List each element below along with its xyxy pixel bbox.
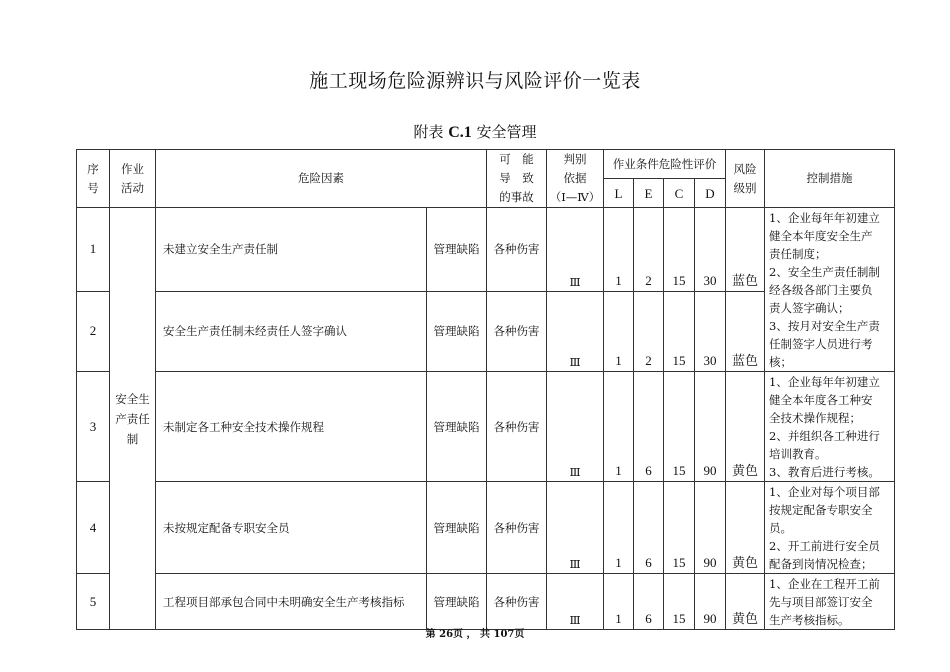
- risk-level-cell: 黄色: [726, 482, 765, 574]
- accident-cell: 各种伤害: [487, 208, 547, 292]
- table-subtitle: [0, 121, 950, 142]
- basis-cell: Ⅲ: [547, 291, 604, 371]
- accident-cell: 各种伤害: [487, 291, 547, 371]
- risk-level-cell: 黄色: [726, 574, 765, 630]
- header-accident: 可 能 导 致 的事故: [487, 150, 547, 208]
- hazard-type-cell: 管理缺陷: [427, 574, 487, 630]
- d-value: 90: [695, 372, 726, 482]
- row-number: 2: [77, 291, 110, 371]
- c-value: 15: [664, 208, 695, 292]
- e-value: 6: [634, 372, 664, 482]
- accident-cell: 各种伤害: [487, 372, 547, 482]
- hazard-cell: 安全生产责任制未经责任人签字确认: [156, 291, 427, 371]
- hazard-cell: 工程项目部承包合同中未明确安全生产考核指标: [156, 574, 427, 630]
- subtitle-prefix: 附表: [413, 123, 449, 141]
- risk-assessment-table: [76, 149, 895, 630]
- d-value: 90: [695, 482, 726, 574]
- basis-cell: Ⅲ: [547, 208, 604, 292]
- header-E: E: [634, 179, 664, 208]
- page-footer: 第 26页 ， 共 107页: [425, 629, 525, 640]
- d-value: 30: [695, 208, 726, 292]
- header-risk-level: 风险 级别: [726, 150, 765, 208]
- row-number: 1: [77, 208, 110, 292]
- header-row-1: [77, 150, 895, 179]
- measures-cell: 1、企业在工程开工前 先与项目部签订安全 生产考核指标。: [765, 574, 895, 630]
- l-value: 1: [604, 208, 634, 292]
- hazard-type-cell: 管理缺陷: [427, 208, 487, 292]
- accident-cell: 各种伤害: [487, 574, 547, 630]
- header-C: C: [664, 179, 695, 208]
- header-measures: 控制措施: [765, 150, 895, 208]
- hazard-cell: 未建立安全生产责任制: [156, 208, 427, 292]
- risk-level-cell: 蓝色: [726, 208, 765, 292]
- document-title: 施工现场危险源辨识与风险评价一览表: [309, 70, 641, 92]
- basis-cell: Ⅲ: [547, 482, 604, 574]
- c-value: 15: [664, 372, 695, 482]
- d-value: 90: [695, 574, 726, 630]
- hazard-type-cell: 管理缺陷: [427, 372, 487, 482]
- row-number: 4: [77, 482, 110, 574]
- hazard-type-cell: 管理缺陷: [427, 291, 487, 371]
- hazard-type-cell: 管理缺陷: [427, 482, 487, 574]
- e-value: 2: [634, 291, 664, 371]
- basis-cell: Ⅲ: [547, 372, 604, 482]
- c-value: 15: [664, 291, 695, 371]
- d-value: 30: [695, 291, 726, 371]
- row-number: 5: [77, 574, 110, 630]
- e-value: 2: [634, 208, 664, 292]
- l-value: 1: [604, 291, 634, 371]
- table-row: [77, 372, 895, 482]
- activity-cell: 安全生 产责任 制: [110, 208, 156, 630]
- header-L: L: [604, 179, 634, 208]
- measures-cell: 1、企业每年年初建立 健全本年度安全生产 责任制度； 2、安全生产责任制制 经各级各部门主要负 责人签字确认； 3、按月对安全生产责 任制签字人员进行考 核；: [765, 208, 895, 372]
- c-value: 15: [664, 482, 695, 574]
- accident-cell: 各种伤害: [487, 482, 547, 574]
- l-value: 1: [604, 482, 634, 574]
- hazard-cell: 未按规定配备专职安全员: [156, 482, 427, 574]
- l-value: 1: [604, 372, 634, 482]
- subtitle-code: C.1: [448, 124, 472, 141]
- measures-cell: 1、企业每年年初建立 健全本年度各工种安 全技术操作规程； 2、并组织各工种进行 培训教育。 3、教育后进行考核。: [765, 372, 895, 482]
- table-row: [77, 574, 895, 630]
- c-value: 15: [664, 574, 695, 630]
- header-activity: 作业 活动: [110, 150, 156, 208]
- table-row: [77, 208, 895, 292]
- table-row: [77, 482, 895, 574]
- header-D: D: [695, 179, 726, 208]
- subtitle-suffix: 安全管理: [471, 123, 537, 141]
- risk-level-cell: 蓝色: [726, 291, 765, 371]
- e-value: 6: [634, 574, 664, 630]
- header-basis: 判别 依据 （Ⅰ—Ⅳ）: [547, 150, 604, 208]
- header-seq: 序 号: [77, 150, 110, 208]
- basis-cell: Ⅲ: [547, 574, 604, 630]
- header-evaluation-group: 作业条件危险性评价: [604, 150, 726, 179]
- l-value: 1: [604, 574, 634, 630]
- risk-level-cell: 黄色: [726, 372, 765, 482]
- hazard-cell: 未制定各工种安全技术操作规程: [156, 372, 427, 482]
- header-hazard: 危险因素: [156, 150, 487, 208]
- row-number: 3: [77, 372, 110, 482]
- measures-cell: 1、企业对每个项目部 按规定配备专职安全 员。 2、开工前进行安全员 配备到岗情况检查；: [765, 482, 895, 574]
- e-value: 6: [634, 482, 664, 574]
